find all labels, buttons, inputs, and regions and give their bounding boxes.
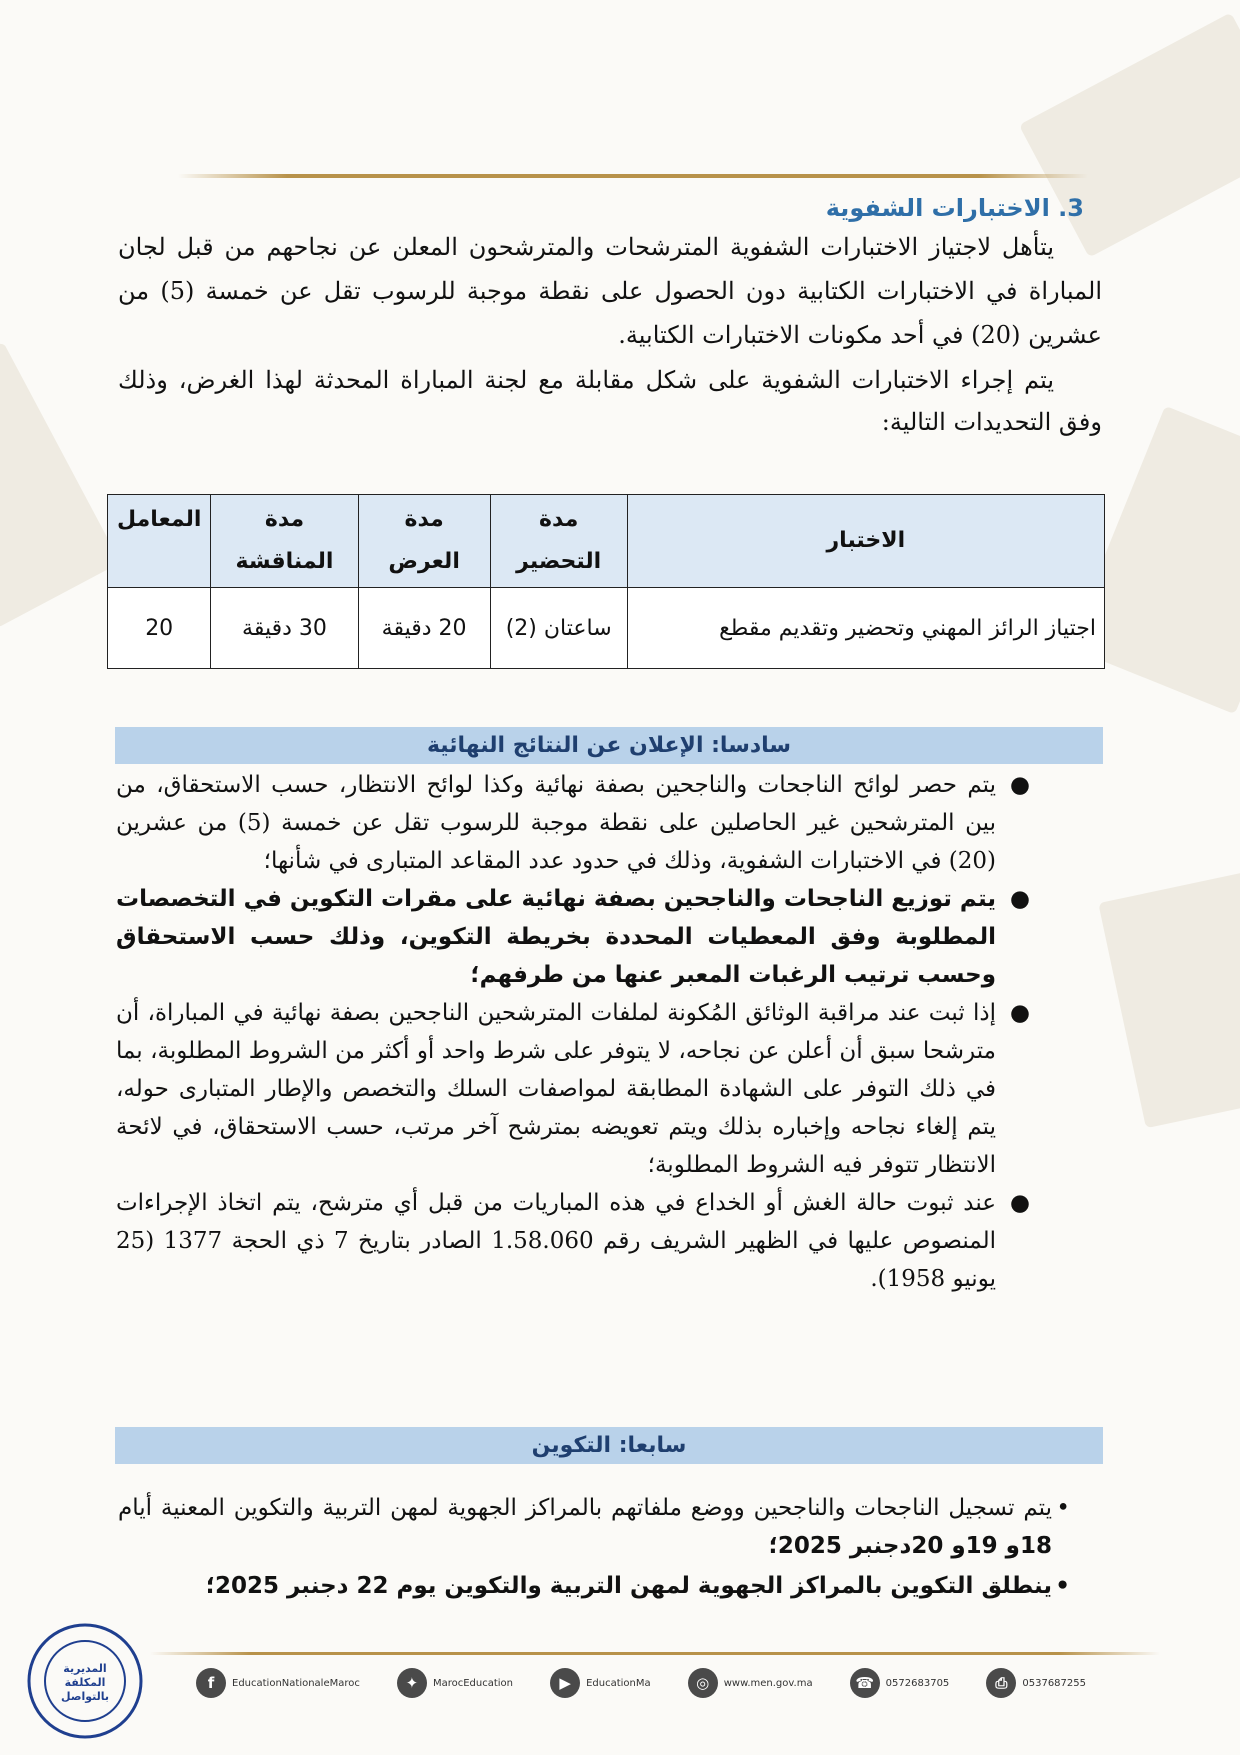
bullet-icon: • xyxy=(1056,1495,1070,1521)
facebook-icon: f xyxy=(196,1668,226,1698)
twitter-handle: MarocEducation xyxy=(432,1677,514,1689)
youtube-icon: ▶ xyxy=(550,1668,580,1698)
phone-contact xyxy=(850,1668,950,1698)
fax-contact xyxy=(986,1668,1086,1698)
bullet-icon: ● xyxy=(1009,1190,1030,1216)
bullet-text: يتم حصر لوائح الناجحات والناجحين بصفة نهائية وكذا لوائح الانتظار، حسب الاستحقاق، من بين المترشحين غير الحاصلين على نقطة موجبة للرسوب تقل عن خمسة (5) من عشرين (20) في الاختبارات الشفوية، وذلك في حدود عدد المقاعد المتبارى في شأنها؛ xyxy=(116,772,996,874)
fax-number: 0537687255 xyxy=(1022,1677,1086,1689)
header-prep-duration xyxy=(490,495,627,588)
youtube-link[interactable] xyxy=(550,1668,651,1698)
bullet-text: عند ثبوت حالة الغش أو الخداع في هذه المباريات من قبل أي مترشح، يتم اتخاذ الإجراءات المنصوص عليها في الظهير الشريف رقم 1.58.060 الصادر بتاريخ 7 ذي الحجة 1377 (25 يونيو 1958). xyxy=(116,1190,996,1292)
bullet-text: إذا ثبت عند مراقبة الوثائق المُكونة لملفات المترشحين الناجحين بصفة نهائية في المباراة، أن مترشحا سبق أن أعلن عن نجاحه، لا يتوفر على شرط واحد أو أكثر من الشروط المطلوبة، بما في ذلك التوفر على الشهادة المطابقة لمواصفات السلك والتخصص والإطار المتبارى حوله، يتم إلغاء نجاحه وإخباره بذلك ويتم تعويضه بمترشح آخر مرتب، حسب الاستحقاق، في لائحة الانتظار تتوفر فيه الشروط المطلوبة؛ xyxy=(116,1000,996,1178)
oral-exams-table xyxy=(107,494,1105,669)
phone-icon: ☎ xyxy=(850,1668,880,1698)
cell-prep: ساعتان (2) xyxy=(490,588,627,669)
header-exam: الاختبار xyxy=(627,495,1104,588)
facebook-handle: EducationNationaleMaroc xyxy=(232,1677,360,1689)
bullet-icon: ● xyxy=(1009,886,1030,912)
list-item xyxy=(116,880,1030,994)
header-divider xyxy=(178,174,1088,178)
header-coefficient: المعامل xyxy=(108,495,211,588)
website-url: www.men.gov.ma xyxy=(723,1677,813,1689)
section-3-paragraph-2 xyxy=(118,359,1102,443)
twitter-link[interactable] xyxy=(397,1668,513,1698)
section-7-bullet-list xyxy=(118,1489,1070,1605)
bullet-dates: 18و 19و 20دجنبر 2025؛ xyxy=(768,1533,1052,1559)
cell-discussion: 30 دقيقة xyxy=(211,588,358,669)
header-discussion-line1: مدة xyxy=(264,507,305,532)
background-shape xyxy=(0,342,120,628)
phone-number: 0572683705 xyxy=(885,1677,950,1689)
bullet-text: ينطلق التكوين بالمراكز الجهوية لمهن التربية والتكوين يوم 22 دجنبر 2025؛ xyxy=(205,1573,1052,1599)
cell-exam: اجتياز الرائز المهني وتحضير وتقديم مقطع xyxy=(627,588,1104,669)
header-presentation-duration xyxy=(358,495,490,588)
list-item xyxy=(118,1567,1070,1605)
footer-divider xyxy=(150,1652,1160,1655)
header-presentation-line2: العرض xyxy=(388,549,460,574)
list-item xyxy=(116,994,1030,1184)
bullet-icon: • xyxy=(1055,1573,1070,1599)
table-row xyxy=(108,588,1105,669)
header-prep-line2: التحضير xyxy=(516,549,602,574)
table-header-row xyxy=(108,495,1105,588)
cell-coefficient: 20 xyxy=(108,588,211,669)
paragraph-2-text: يتم إجراء الاختبارات الشفوية على شكل مقابلة مع لجنة المباراة المحدثة لهذا الغرض، وذلك وفق التحديدات التالية: xyxy=(118,366,1102,436)
svg-text:المكلفة: المكلفة xyxy=(64,1676,106,1689)
bullet-icon: ● xyxy=(1009,1000,1030,1026)
header-discussion-line2: المناقشة xyxy=(235,549,334,574)
section-3-heading: 3. الاختبارات الشفوية xyxy=(825,194,1084,222)
section-6-bullet-list xyxy=(116,766,1030,1298)
section-6-heading: سادسا: الإعلان عن النتائج النهائية xyxy=(115,727,1103,764)
twitter-icon: ✦ xyxy=(397,1668,427,1698)
facebook-link[interactable] xyxy=(196,1668,360,1698)
section-3-paragraph-1 xyxy=(118,225,1102,357)
website-link[interactable] xyxy=(688,1668,813,1698)
bullet-text: يتم تسجيل الناجحات والناجحين ووضع ملفاتهم بالمراكز الجهوية لمهن التربية والتكوين المعنية أيام xyxy=(118,1495,1052,1521)
list-item xyxy=(116,766,1030,880)
cell-presentation: 20 دقيقة xyxy=(358,588,490,669)
globe-icon: ◎ xyxy=(688,1668,718,1698)
header-prep-line1: مدة xyxy=(539,507,579,532)
svg-text:بالتواصل: بالتواصل xyxy=(61,1690,109,1703)
fax-icon: ⎙ xyxy=(986,1668,1016,1698)
bullet-text: يتم توزيع الناجحات والناجحين بصفة نهائية على مقرات التكوين في التخصصات المطلوبة وفق المعطيات المحددة بخريطة التكوين، وذلك حسب الاستحقاق وحسب ترتيب الرغبات المعبر عنها من طرفهم؛ xyxy=(116,886,996,988)
contact-footer xyxy=(196,1665,1086,1701)
svg-text:المديرية: المديرية xyxy=(63,1662,107,1675)
background-shape xyxy=(1098,862,1240,1129)
list-item xyxy=(118,1489,1070,1565)
youtube-handle: EducationMa xyxy=(586,1677,651,1689)
bullet-icon: ● xyxy=(1009,772,1030,798)
paragraph-1-text: يتأهل لاجتياز الاختبارات الشفوية المترشحات والمترشحون المعلن عن نجاحهم من قبل لجان المباراة في الاختبارات الكتابية دون الحصول على نقطة موجبة للرسوب تقل عن خمسة (5) من عشرين (20) في أحد مكونات الاختبارات الكتابية. xyxy=(118,233,1103,349)
section-7-heading: سابعا: التكوين xyxy=(115,1427,1103,1464)
list-item xyxy=(116,1184,1030,1298)
header-discussion-duration xyxy=(211,495,358,588)
header-presentation-line1: مدة xyxy=(404,507,444,532)
ministry-seal xyxy=(26,1622,144,1740)
